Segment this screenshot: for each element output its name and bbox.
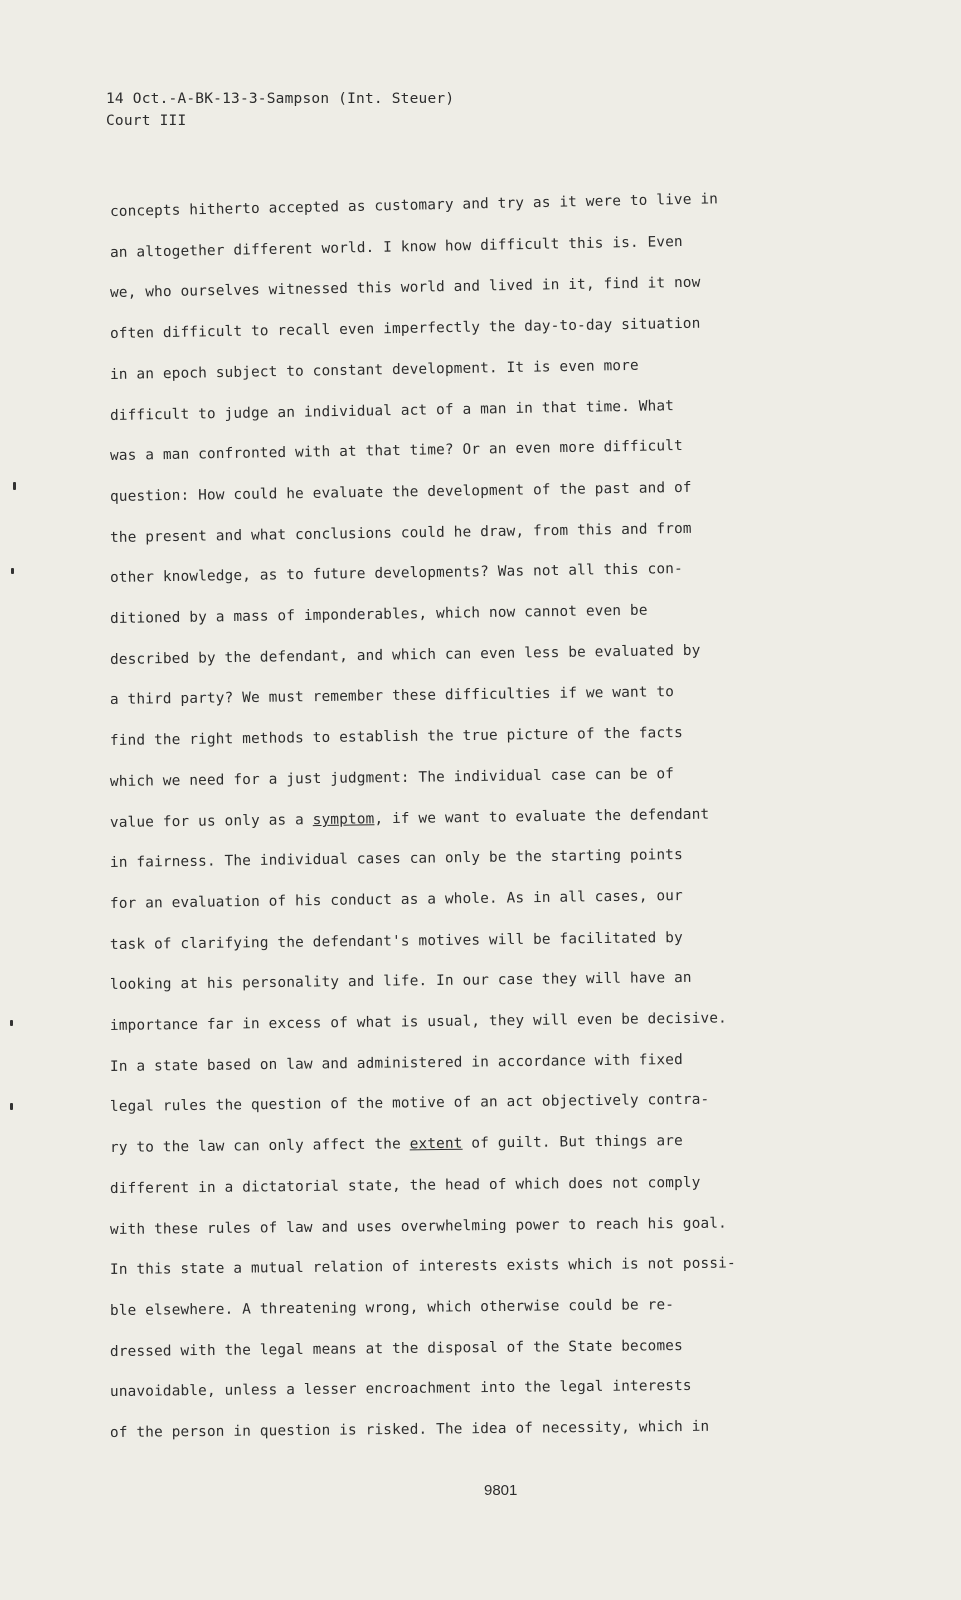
- body-line: an altogether different world. I know how difficult this is. Even: [109, 233, 683, 261]
- body-line: we, who ourselves witnessed this world and lived in it, find it now: [109, 275, 701, 302]
- body-line: [110, 1133, 683, 1156]
- margin-mark: [13, 482, 16, 490]
- body-line: find the right methods to establish the true picture of the facts: [109, 725, 683, 750]
- body-line: dressed with the legal means at the disposal of the State becomes: [109, 1337, 683, 1360]
- header-court: Court III: [106, 113, 187, 129]
- body-line: which we need for a just judgment: The individual case can be of: [109, 765, 675, 790]
- body-line: for an evaluation of his conduct as a whole. As in all cases, our: [109, 887, 683, 912]
- body-line: looking at his personality and life. In our case they will have an: [109, 970, 692, 994]
- margin-mark: [11, 568, 14, 574]
- underlined-word-symptom: symptom: [312, 810, 375, 828]
- header-reference: 14 Oct.-A-BK-13-3-Sampson (Int. Steuer): [106, 91, 455, 107]
- document-header: [106, 88, 454, 132]
- line-segment: , if we want to evaluate the defendant: [374, 806, 710, 827]
- line-segment: ry to the law can only affect the: [109, 1136, 410, 1157]
- line-segment: value for us only as a: [109, 811, 313, 831]
- body-line: with these rules of law and uses overwhelming power to reach his goal.: [109, 1215, 728, 1238]
- body-line: In this state a mutual relation of interests exists which is not possi-: [109, 1255, 736, 1279]
- body-line: task of clarifying the defendant's motives will be facilitated by: [109, 929, 683, 953]
- page-number: 9801: [484, 1482, 518, 1499]
- body-line: unavoidable, unless a lesser encroachment into the legal interests: [109, 1378, 692, 1401]
- body-line: ble elsewhere. A threatening wrong, which otherwise could be re-: [109, 1296, 675, 1319]
- body-line: other knowledge, as to future developments? Was not all this con-: [109, 561, 683, 587]
- body-line: in fairness. The individual cases can only be the starting points: [109, 847, 683, 872]
- body-line: of the person in question is risked. The idea of necessity, which in: [109, 1418, 710, 1441]
- body-line: the present and what conclusions could he draw, from this and from: [109, 520, 692, 546]
- body-line: described by the defendant, and which can even less be evaluated by: [109, 642, 701, 668]
- line-segment: of guilt. But things are: [462, 1133, 683, 1152]
- body-line: [110, 806, 710, 830]
- body-line: in an epoch subject to constant development. It is even more: [109, 357, 639, 383]
- body-line: legal rules the question of the motive of an act objectively contra-: [109, 1092, 710, 1116]
- body-line: ditioned by a mass of imponderables, which now cannot even be: [109, 602, 648, 627]
- body-line: concepts hitherto accepted as customary and try as it were to live in: [109, 191, 719, 220]
- body-line: difficult to judge an individual act of a man in that time. What: [109, 397, 675, 424]
- body-line: often difficult to recall even imperfectly the day-to-day situation: [109, 315, 701, 343]
- underlined-word-extent: extent: [409, 1135, 463, 1153]
- body-line: different in a dictatorial state, the head of which does not comply: [109, 1174, 701, 1197]
- margin-mark: [10, 1020, 13, 1026]
- margin-mark: [10, 1103, 13, 1110]
- body-line: was a man confronted with at that time? Or an even more difficult: [109, 438, 683, 465]
- body-line: question: How could he evaluate the development of the past and of: [109, 479, 692, 505]
- body-line: a third party? We must remember these difficulties if we want to: [109, 684, 675, 709]
- body-line: In a state based on law and administered in accordance with fixed: [109, 1051, 683, 1075]
- body-line: importance far in excess of what is usual, they will even be decisive.: [109, 1010, 728, 1034]
